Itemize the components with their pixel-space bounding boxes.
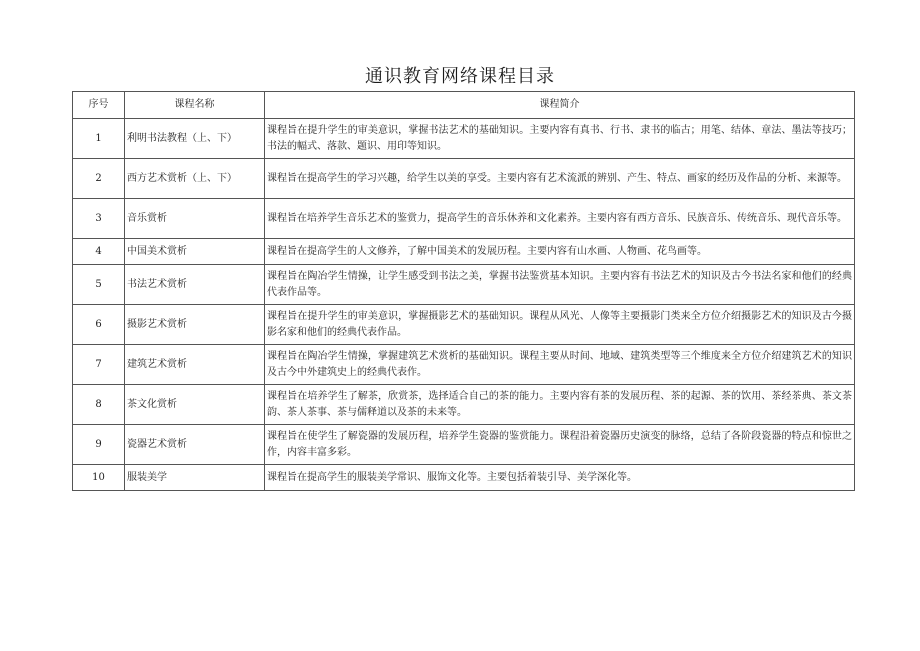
header-course-name: 课程名称 (125, 92, 265, 119)
course-description: 课程旨在提升学生的审美意识，掌握书法艺术的基础知识。主要内容有真书、行书、隶书的临古；用笔、结体、章法、墨法等技巧；书法的幅式、落款、题识、用印等知识。 (265, 119, 855, 159)
course-description: 课程旨在使学生了解瓷器的发展历程，培养学生瓷器的鉴赏能力。课程沿着瓷器历史演变的脉络，总结了各阶段瓷器的特点和惊世之作，内容丰富多彩。 (265, 425, 855, 465)
row-number: 9 (73, 425, 125, 465)
row-number: 5 (73, 265, 125, 305)
row-number: 10 (73, 465, 125, 491)
course-description: 课程旨在陶冶学生情操，掌握建筑艺术赏析的基础知识。课程主要从时间、地域、建筑类型等三个维度来全方位介绍建筑艺术的知识及古今中外建筑史上的经典代表作。 (265, 345, 855, 385)
table-row (73, 425, 855, 465)
header-number: 序号 (73, 92, 125, 119)
course-description: 课程旨在培养学生音乐艺术的鉴赏力，提高学生的音乐休养和文化素养。主要内容有西方音乐、民族音乐、传统音乐、现代音乐等。 (265, 199, 855, 239)
course-name: 服装美学 (125, 465, 265, 491)
course-description: 课程旨在陶冶学生情操，让学生感受到书法之美，掌握书法鉴赏基本知识。主要内容有书法艺术的知识及古今书法名家和他们的经典代表作品等。 (265, 265, 855, 305)
course-name: 茶文化赏析 (125, 385, 265, 425)
row-number: 6 (73, 305, 125, 345)
table-header-row (73, 92, 855, 119)
table-row (73, 159, 855, 199)
table-row (73, 239, 855, 265)
course-table (72, 91, 855, 491)
page-title: 通识教育网络课程目录 (365, 66, 555, 87)
table-row (73, 119, 855, 159)
table-row (73, 345, 855, 385)
row-number: 2 (73, 159, 125, 199)
course-name: 瓷器艺术赏析 (125, 425, 265, 465)
course-description: 课程旨在提高学生的学习兴趣，给学生以美的享受。主要内容有艺术流派的辨别、产生、特点、画家的经历及作品的分析、来源等。 (265, 159, 855, 199)
course-name: 建筑艺术赏析 (125, 345, 265, 385)
table-row (73, 385, 855, 425)
course-name: 利明书法教程（上、下） (125, 119, 265, 159)
header-course-description: 课程简介 (265, 92, 855, 119)
table-row (73, 265, 855, 305)
course-description: 课程旨在提高学生的人文修养，了解中国美术的发展历程。主要内容有山水画、人物画、花鸟画等。 (265, 239, 855, 265)
table-row (73, 465, 855, 491)
course-name: 书法艺术赏析 (125, 265, 265, 305)
table-row (73, 305, 855, 345)
course-name: 中国美术赏析 (125, 239, 265, 265)
row-number: 8 (73, 385, 125, 425)
table-row (73, 199, 855, 239)
course-name: 音乐赏析 (125, 199, 265, 239)
row-number: 3 (73, 199, 125, 239)
row-number: 7 (73, 345, 125, 385)
row-number: 1 (73, 119, 125, 159)
course-name: 摄影艺术赏析 (125, 305, 265, 345)
course-description: 课程旨在提升学生的审美意识，掌握摄影艺术的基础知识。课程从风光、人像等主要摄影门类来全方位介绍摄影艺术的知识及古今摄影名家和他们的经典代表作品。 (265, 305, 855, 345)
course-description: 课程旨在培养学生了解茶，欣赏茶，选择适合自己的茶的能力。主要内容有茶的发展历程、茶的起源、茶的饮用、茶经茶典、茶文茶韵、茶人茶事、茶与儒释道以及茶的未来等。 (265, 385, 855, 425)
course-description: 课程旨在提高学生的服装美学常识、服饰文化等。主要包括着装引导、美学深化等。 (265, 465, 855, 491)
row-number: 4 (73, 239, 125, 265)
course-name: 西方艺术赏析（上、下） (125, 159, 265, 199)
